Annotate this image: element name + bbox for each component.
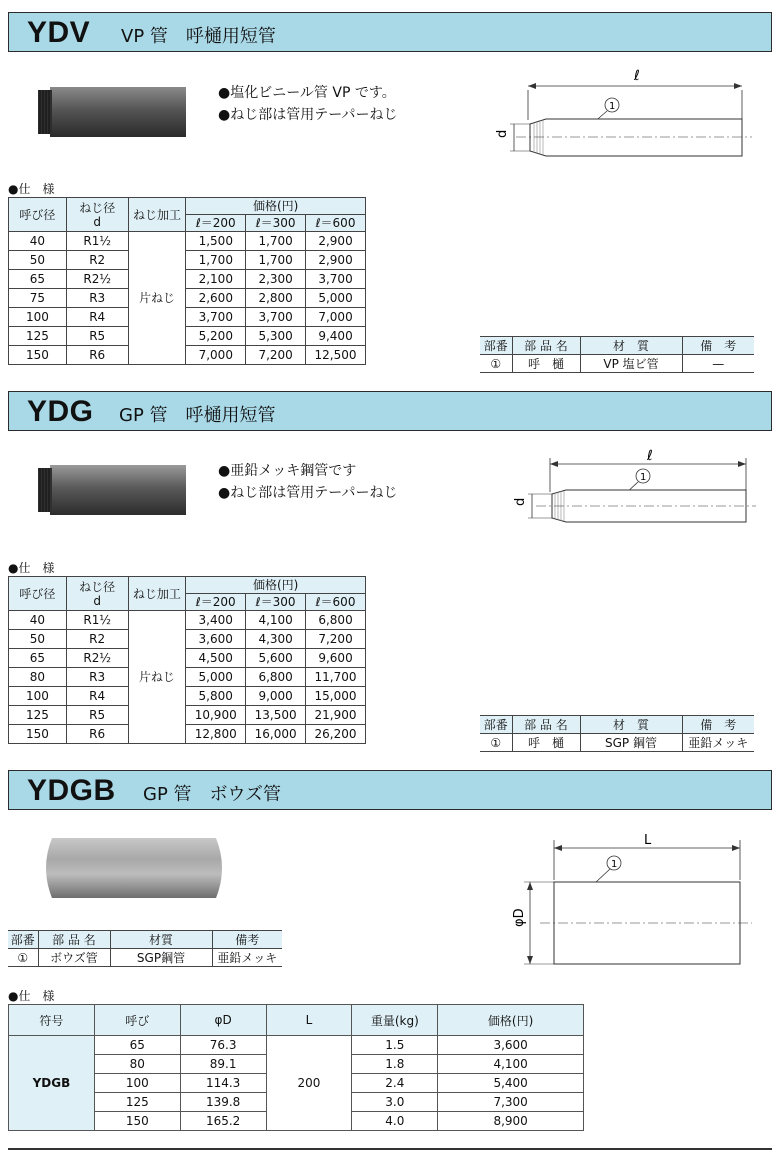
ydv-spec-table — [8, 197, 366, 365]
ydv-th-l300: ℓ＝300 — [246, 215, 306, 232]
ydg-parts-th-name: 部 品 名 — [512, 716, 580, 734]
table-row: 50 R2 3,600 4,300 7,200 — [9, 630, 366, 649]
table-row: 125 139.8 3.0 7,300 — [9, 1093, 584, 1112]
ydv-bullets — [218, 82, 398, 126]
ydg-th-nejikei: ねじ径 d — [66, 577, 128, 611]
ydgb-th-weight: 重量(kg) — [352, 1005, 438, 1036]
footer-divider — [8, 1148, 772, 1150]
ydg-parts-table — [480, 715, 754, 752]
ydv-subtitle: VP 管 呼樋用短管 — [121, 26, 276, 47]
table-row: 125 R5 10,900 13,500 21,900 — [9, 706, 366, 725]
ydv-parts-th-name: 部 品 名 — [512, 337, 580, 355]
ydgb-code: YDGB — [27, 774, 116, 807]
ydgb-code-cell: YDGB — [9, 1036, 95, 1131]
ydg-subtitle: GP 管 呼樋用短管 — [119, 405, 276, 426]
ydg-th-l600: ℓ＝600 — [306, 594, 366, 611]
ydv-parts-th-note: 備 考 — [682, 337, 754, 355]
table-row: 80 R3 5,000 6,800 11,700 — [9, 668, 366, 687]
table-row: ① ボウズ管 SGP鋼管 亜鉛メッキ — [8, 949, 282, 967]
ydgb-th-phid: φD — [180, 1005, 266, 1036]
ydgb-subtitle: GP 管 ボウズ管 — [143, 784, 281, 805]
ydv-th-yobi: 呼び径 — [9, 198, 67, 232]
ydgb-th-price: 価格(円) — [438, 1005, 584, 1036]
ydg-callout-number: 1 — [640, 472, 647, 483]
ydg-th-l200: ℓ＝200 — [186, 594, 246, 611]
table-row: 40 R1½ 片ねじ 1,500 1,700 2,900 — [9, 232, 366, 251]
ydg-th-l300: ℓ＝300 — [246, 594, 306, 611]
ydg-kako-value: 片ねじ — [128, 611, 186, 744]
ydg-th-price: 価格(円) — [186, 577, 366, 594]
ydv-th-l600: ℓ＝600 — [306, 215, 366, 232]
ydv-diagram-l: ℓ — [634, 68, 640, 84]
ydgb-parts-th-name: 部 品 名 — [38, 931, 110, 949]
table-row: 100 114.3 2.4 5,400 — [9, 1074, 584, 1093]
ydv-parts-th-no: 部番 — [480, 337, 512, 355]
table-row: 150 R6 12,800 16,000 26,200 — [9, 725, 366, 744]
ydg-parts-th-material: 材 質 — [580, 716, 682, 734]
ydg-parts-th-no: 部番 — [480, 716, 512, 734]
table-row: 65 R2½ 2,100 2,300 3,700 — [9, 270, 366, 289]
ydv-bullet-1: ●塩化ビニール管 VP です。 — [218, 85, 396, 101]
ydg-spec-table — [8, 576, 366, 744]
ydg-parts-th-note: 備 考 — [682, 716, 754, 734]
ydgb-banner — [8, 770, 772, 810]
table-row: 40 R1½ 片ねじ 3,400 4,100 6,800 — [9, 611, 366, 630]
ydv-spec-label: ●仕 様 — [8, 182, 55, 196]
table-row: 80 89.1 1.8 4,100 — [9, 1055, 584, 1074]
ydgb-parts-th-material: 材質 — [110, 931, 212, 949]
ydg-spec-label: ●仕 様 — [8, 561, 55, 575]
ydgb-diagram-phiD: φD — [512, 908, 527, 927]
table-row: 100 R4 3,700 3,700 7,000 — [9, 308, 366, 327]
ydv-th-l200: ℓ＝200 — [186, 215, 246, 232]
ydv-pipe-photo — [36, 86, 188, 138]
ydg-th-kako: ねじ加工 — [128, 577, 186, 611]
ydv-banner — [8, 12, 772, 52]
ydgb-th-code: 符号 — [9, 1005, 95, 1036]
ydg-pipe-photo — [36, 464, 188, 516]
ydg-bullet-1: ●亜鉛メッキ鋼管です — [218, 463, 357, 479]
table-row: 65 R2½ 4,500 5,600 9,600 — [9, 649, 366, 668]
ydg-diagram-d: d — [513, 497, 528, 506]
ydgb-length-cell: 200 — [266, 1036, 352, 1131]
ydgb-th-L: L — [266, 1005, 352, 1036]
ydv-th-nejikei: ねじ径 d — [66, 198, 128, 232]
table-row: 100 R4 5,800 9,000 15,000 — [9, 687, 366, 706]
table-row: ① 呼 樋 SGP 鋼管 亜鉛メッキ — [480, 734, 754, 752]
table-row: 75 R3 2,600 2,800 5,000 — [9, 289, 366, 308]
ydg-th-yobi: 呼び径 — [9, 577, 67, 611]
ydgb-parts-th-no: 部番 — [8, 931, 38, 949]
table-row: 50 R2 1,700 1,700 2,900 — [9, 251, 366, 270]
ydg-code: YDG — [27, 395, 94, 428]
ydgb-parts-table — [8, 930, 282, 967]
ydg-diagram-l: ℓ — [647, 448, 653, 464]
ydgb-callout-number: 1 — [611, 859, 618, 870]
ydgb-pipe-photo — [38, 836, 230, 900]
ydv-diagram-d: d — [495, 129, 510, 138]
ydg-banner — [8, 391, 772, 431]
ydgb-diagram-L: L — [644, 833, 652, 848]
table-row: 150 165.2 4.0 8,900 — [9, 1112, 584, 1131]
table-row: 150 R6 7,000 7,200 12,500 — [9, 346, 366, 365]
ydgb-th-yobi: 呼び — [94, 1005, 180, 1036]
ydv-callout-number: 1 — [609, 101, 616, 112]
ydv-dimension-diagram — [470, 64, 760, 164]
ydg-bullet-2: ●ねじ部は管用テーパーねじ — [218, 485, 398, 501]
ydv-parts-table — [480, 336, 754, 373]
ydv-th-price: 価格(円) — [186, 198, 366, 215]
table-row: 125 R5 5,200 5,300 9,400 — [9, 327, 366, 346]
ydg-dimension-diagram — [490, 446, 760, 546]
table-row: YDGB 65 76.3 200 1.5 3,600 — [9, 1036, 584, 1055]
ydv-kako-value: 片ねじ — [128, 232, 186, 365]
ydv-code: YDV — [27, 16, 91, 49]
ydv-th-kako: ねじ加工 — [128, 198, 186, 232]
ydg-bullets — [218, 460, 398, 504]
table-row: ① 呼 樋 VP 塩ビ管 — — [480, 355, 754, 373]
ydgb-spec-label: ●仕 様 — [8, 989, 55, 1003]
ydgb-parts-th-note: 備考 — [212, 931, 282, 949]
ydgb-dimension-diagram — [500, 826, 760, 976]
ydv-bullet-2: ●ねじ部は管用テーパーねじ — [218, 107, 398, 123]
ydgb-spec-table — [8, 1004, 584, 1131]
ydv-parts-th-material: 材 質 — [580, 337, 682, 355]
